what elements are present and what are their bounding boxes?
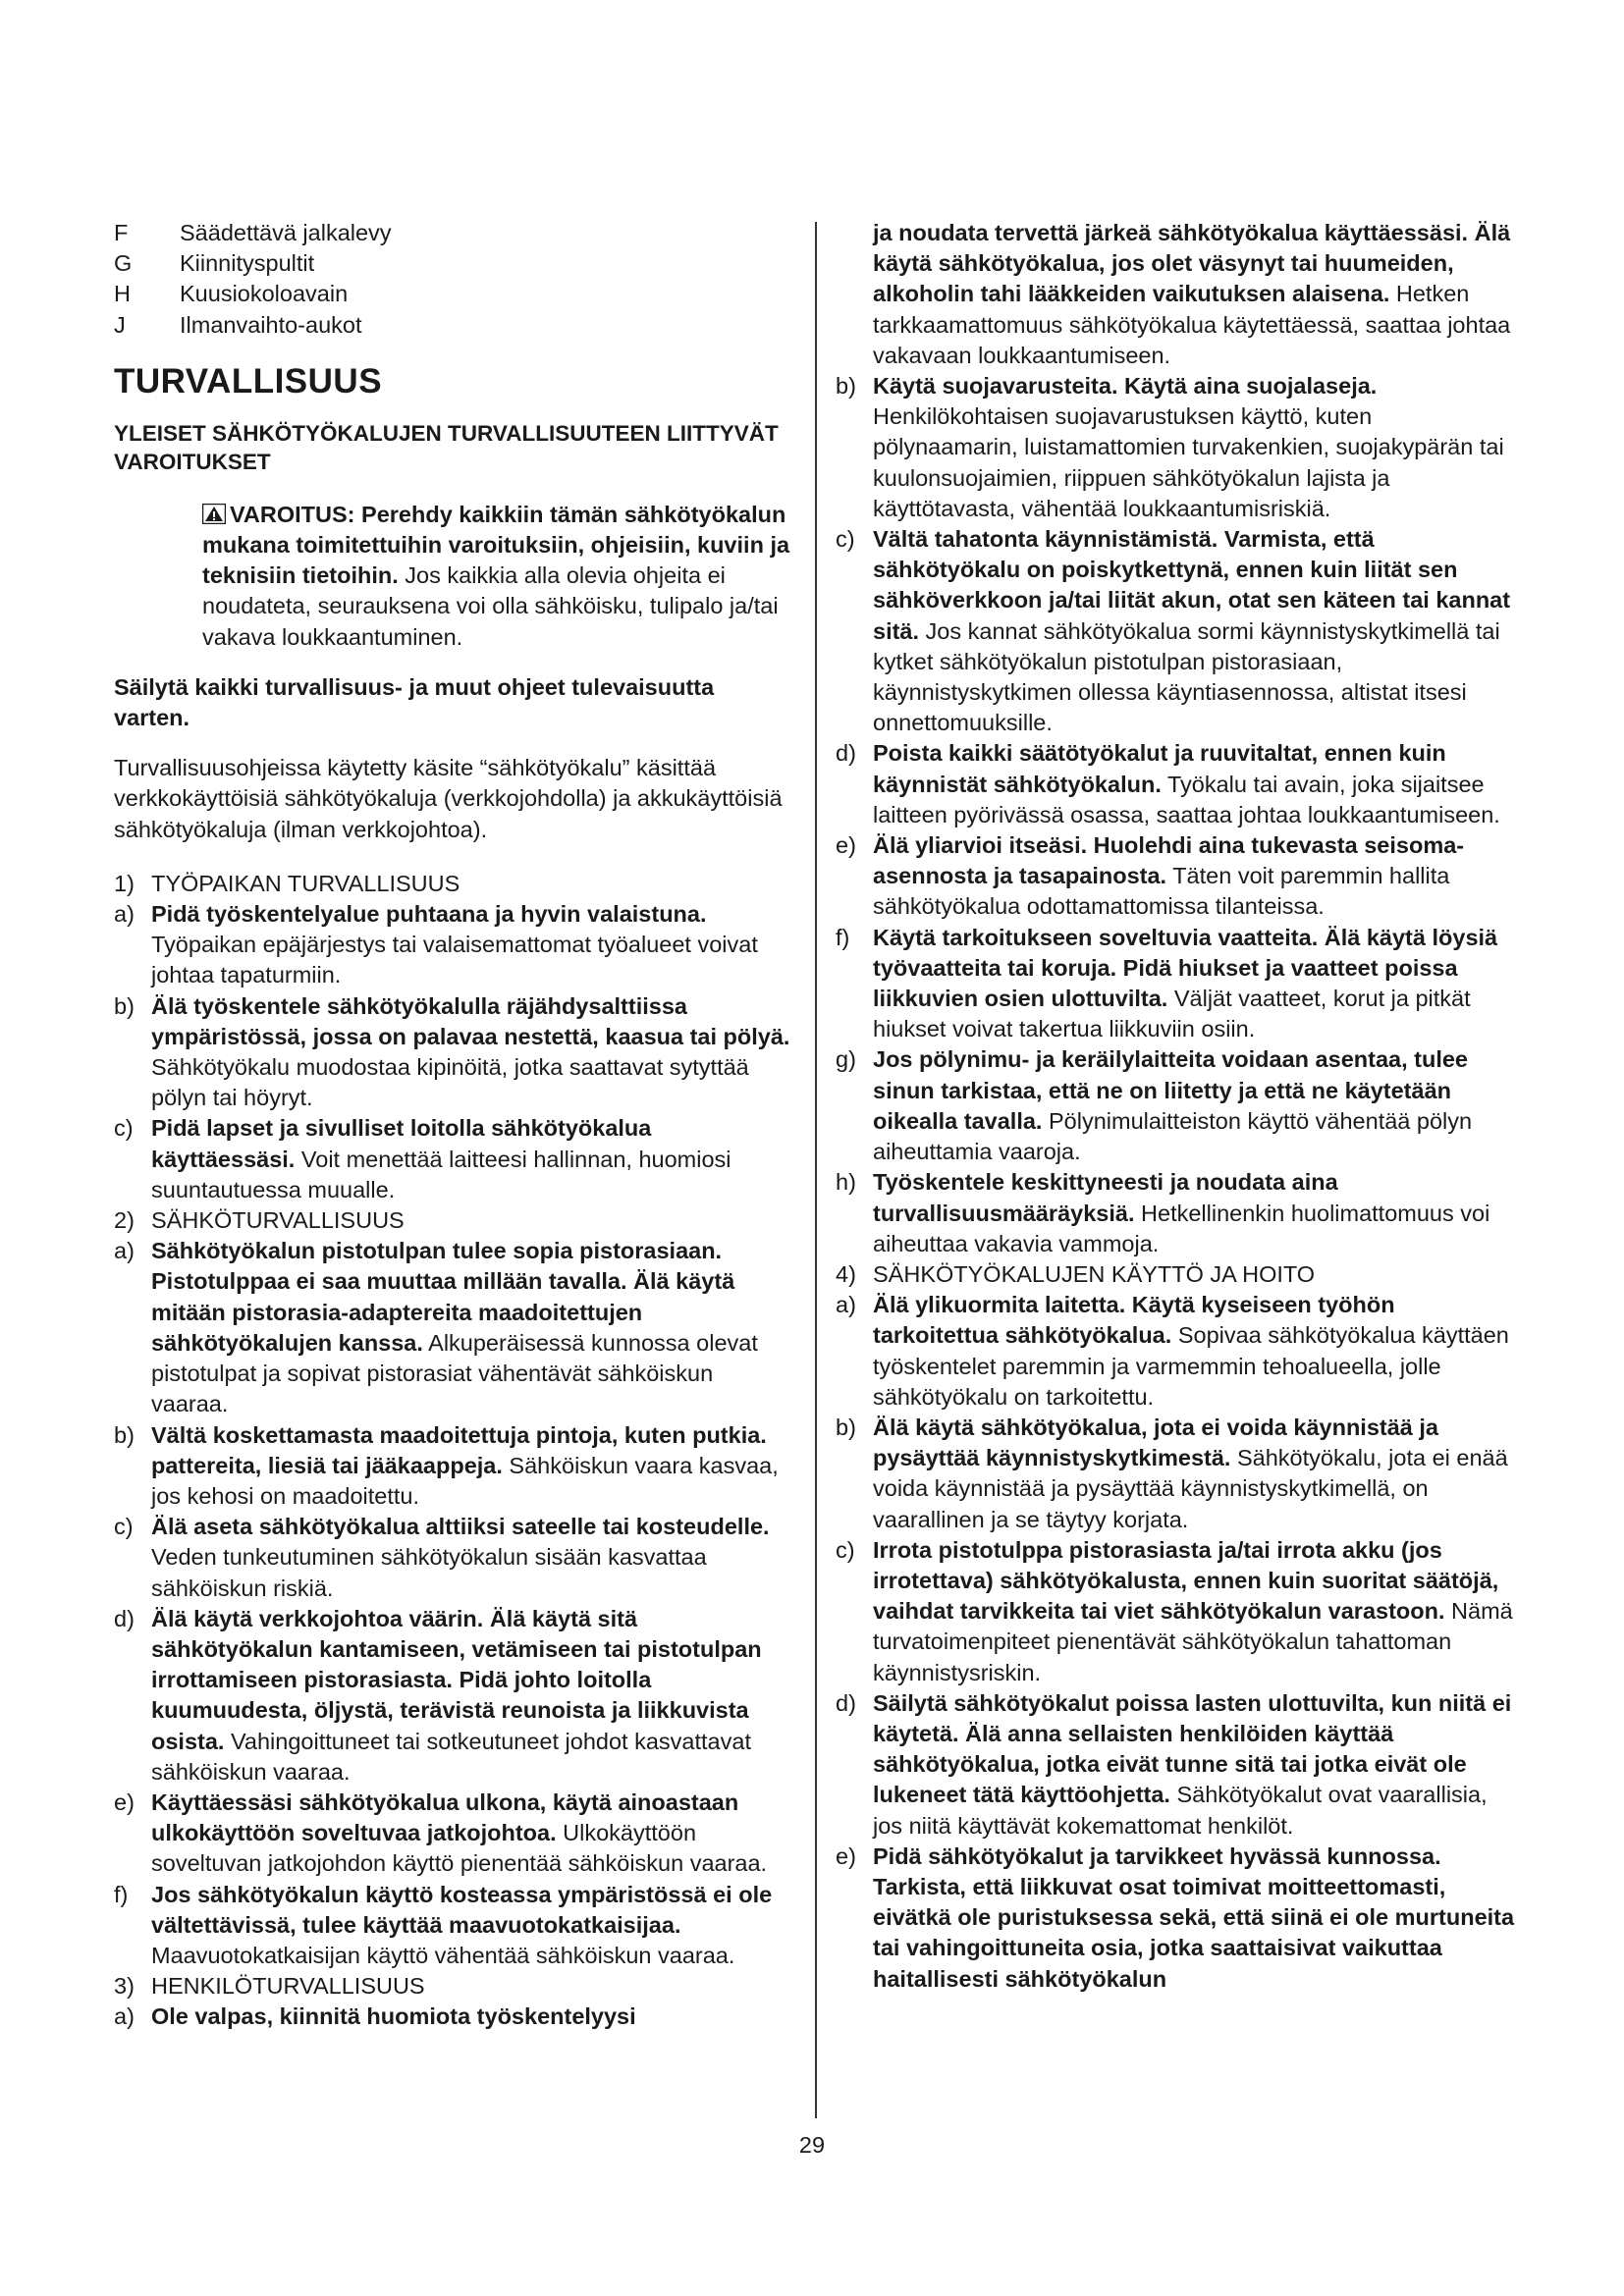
legend-row: [114, 218, 791, 248]
item-bold: Työskentele keskittyneesti ja noudata aina turvallisuusmääräyksiä.: [873, 1169, 1338, 1226]
list-item: [836, 738, 1523, 830]
legend: [114, 218, 791, 341]
item-label: e): [114, 1789, 135, 1815]
section-heading-1: [114, 869, 791, 899]
section-heading-4: [836, 1259, 1523, 1290]
item-label: d): [836, 1689, 856, 1716]
item-label: c): [114, 1115, 134, 1142]
list-item: [114, 1604, 791, 1788]
list-item: [836, 1413, 1523, 1535]
item-bold: Pidä sähkötyökalut ja tarvikkeet hyvässä kunnossa. Tarkista, että liikkuvat osat toimivat moitteettomasti, eivätkä ole puristuksessa sekä, että siinä ei ole murtuneita tai vahingoittuneita osia, jotka saattaisivat vaikuttaa haitallisesti sähkötyökalun: [873, 1842, 1515, 1992]
list-item: [114, 1788, 791, 1880]
item-bold: Älä työskentele sähkötyökalulla räjähdysalttiissa ympäristössä, jossa on palavaa nestettä, kaasua tai pölyä.: [151, 992, 790, 1049]
item-text: Henkilökohtaisen suojavarustuksen käyttö, kuten pölynaamarin, luistamattomien turvakenkien, suojakypärän tai kuulonsuojaimien, riippuen sähkötyökalun lajista ja käyttötavasta, vähentää loukkaantumisriskiä.: [873, 403, 1504, 521]
section-heading-2: [114, 1205, 791, 1236]
item-text: Voit menettää laitteesi hallinnan, huomiosi suuntautuessa muualle.: [151, 1146, 731, 1202]
legend-text: Ilmanvaihto-aukot: [180, 311, 362, 338]
item-label: h): [836, 1169, 856, 1196]
section-title: SÄHKÖTURVALLISUUS: [151, 1207, 405, 1234]
legend-key: J: [114, 311, 126, 338]
section-heading-3: [114, 1971, 791, 2002]
definition-paragraph: Turvallisuusohjeissa käytetty käsite “sähkötyökalu” käsittää verkkokäyttöisiä sähkötyökaluja (verkkojohdolla) ja akkukäyttöisiä sähkötyökaluja (ilman verkkojohtoa).: [114, 755, 783, 842]
legend-row: [114, 279, 791, 309]
item-bold: Älä käytä verkkojohtoa väärin. Älä käytä sitä sähkötyökalun kantamiseen, vetämiseen tai pistotulpan irrottamiseen pistorasiasta. Pidä johto loitolla kuumuudesta, öljystä, terävistä reunoista ja liikkuvista osista.: [151, 1605, 762, 1754]
item-bold: Jos sähkötyökalun käyttö kosteassa ympäristössä ei ole vältettävissä, tulee käyttää maavuotokatkaisijaa.: [151, 1881, 773, 1938]
legend-key: G: [114, 250, 133, 277]
item-text: Ulkokäyttöön soveltuvan jatkojohdon käyttö pienentää sähköiskun vaaraa.: [151, 1820, 768, 1877]
item-bold: ja noudata tervettä järkeä sähkötyökalua käyttäessäsi. Älä käytä sähkötyökalua, jos olet väsynyt tai huumeiden, alkoholin tahi lääkkeiden vaikutuksen alaisena.: [873, 220, 1511, 307]
item-bold: Ole valpas, kiinnitä huomiota työskentelyysi: [151, 2003, 636, 2030]
item-text: Sähkötyökalut ovat vaarallisia, jos niitä käyttävät kokemattomat henkilöt.: [873, 1782, 1488, 1839]
item-label: b): [836, 373, 856, 400]
item-text: Sähkötyökalu muodostaa kipinöitä, jotka saattavat sytyttää pölyn tai höyryt.: [151, 1054, 749, 1111]
item-text: Maavuotokatkaisijan käyttö vähentää sähköiskun vaaraa.: [151, 1942, 735, 1968]
item-label: g): [836, 1046, 856, 1073]
warning-bold-text: VAROITUS: Perehdy kaikkiin tämän sähkötyökalun mukana toimitettuihin varoituksiin, ohjeisiin, kuviin ja teknisiin tietoihin.: [202, 501, 790, 589]
item-label: c): [836, 1536, 855, 1563]
list-item: [114, 1236, 791, 1419]
item-text: Työpaikan epäjärjestys tai valaisemattomat työalueet voivat johtaa tapaturmiin.: [151, 932, 758, 988]
list-item: [836, 1842, 1523, 1995]
item-label: c): [836, 526, 855, 553]
section-title: TYÖPAIKAN TURVALLISUUS: [151, 870, 460, 896]
item-bold: Älä käytä sähkötyökalua, jota ei voida käynnistää ja pysäyttää käynnistyskytkimestä.: [873, 1414, 1439, 1471]
item-text: Vahingoittuneet tai sotkeutuneet johdot kasvattavat sähköiskun vaaraa.: [151, 1728, 751, 1785]
item-bold: Käytä tarkoitukseen soveltuvia vaatteita. Älä käytä löysiä työvaatteita tai koruja. Pidä hiukset ja vaatteet poissa liikkuvien osien ulottuvilta.: [873, 924, 1498, 1012]
item-label: a): [114, 2003, 135, 2030]
list-item: [114, 1880, 791, 1972]
warning-triangle-icon: [202, 504, 226, 524]
list-item: [114, 2002, 791, 2032]
item-text: Sähköiskun vaara kasvaa, jos kehosi on maadoitettu.: [151, 1452, 779, 1509]
item-text: Sähkötyökalu, jota ei enää voida käynnistää ja pysäyttää käynnistyskytkimellä, on vaarallinen ja se täytyy korjata.: [873, 1445, 1508, 1532]
item-bold: Jos pölynimu- ja keräilylaitteita voidaan asentaa, tulee sinun tarkistaa, että ne on liitetty ja että ne käytetään oikealla tavalla.: [873, 1046, 1468, 1134]
warning-text: Jos kaikkia alla olevia ohjeita ei noudateta, seurauksena voi olla sähköisku, tulipalo ja/tai vakava loukkaantuminen.: [202, 562, 779, 650]
legend-text: Kiinnityspultit: [180, 250, 315, 277]
item-label: d): [114, 1605, 135, 1631]
item-label: b): [114, 992, 135, 1019]
item-text: Nämä turvatoimenpiteet pienentävät sähkötyökalun tahattoman käynnistysriskin.: [873, 1598, 1513, 1685]
item-bold: Käytä suojavarusteita. Käytä aina suojalaseja.: [873, 373, 1378, 400]
list-item: [836, 923, 1523, 1045]
item-bold: Vältä koskettamasta maadoitettuja pintoja, kuten putkia. pattereita, liesiä tai jääkaappeja.: [151, 1421, 767, 1478]
page-title: TURVALLISUUS: [114, 361, 383, 400]
item-text: Alkuperäisessä kunnossa olevat pistotulpat ja sopivat pistorasiat vähentävät sähköiskun vaaraa.: [151, 1329, 758, 1417]
list-item: [836, 830, 1523, 923]
legend-row: [114, 248, 791, 279]
item-bold: Säilytä sähkötyökalut poissa lasten ulottuvilta, kun niitä ei käytetä. Älä anna sellaisten henkilöiden käyttää sähkötyökalua, jotka eivät tunne sitä tai jotka eivät ole lukeneet tätä käyttöohjetta.: [873, 1689, 1512, 1808]
item-bold: Käyttäessäsi sähkötyökalua ulkona, käytä ainoastaan ulkokäyttöön soveltuvaa jatkojohtoa.: [151, 1789, 739, 1846]
item-label: f): [114, 1881, 129, 1907]
list-item: [836, 371, 1523, 524]
item-bold: Irrota pistotulppa pistorasiasta ja/tai irrota akku (jos irrotettava) sähkötyökalusta, ennen kuin suoritat säätöjä, vaihdat tarvikkeita tai viet sähkötyökalun varastoon.: [873, 1536, 1499, 1625]
item-text: Hetkellinenkin huolimattomuus voi aiheuttaa vakavia vammoja.: [873, 1200, 1490, 1256]
list-item: [836, 1167, 1523, 1259]
right-column: [836, 218, 1523, 1995]
item-bold: Vältä tahatonta käynnistämistä. Varmista, että sähkötyökalu on poiskytkettynä, ennen kuin liität sen sähköverkkoon ja/tai liität akun, otat sen käteen tai kannat sitä.: [873, 526, 1511, 644]
item-text: Hetken tarkkaamattomuus sähkötyökalua käytettäessä, saattaa johtaa vakavaan loukkaantumiseen.: [873, 281, 1511, 368]
item-label: f): [836, 924, 850, 950]
list-item: [836, 1290, 1523, 1413]
item-text: Sopivaa sähkötyökalua käyttäen työskentelet paremmin ja varmemmin tehoalueella, jolle sähkötyökalu on tarkoitettu.: [873, 1322, 1509, 1410]
section-title: HENKILÖTURVALLISUUS: [151, 1973, 425, 2000]
section-number: 4): [836, 1260, 856, 1287]
list-item: [114, 1113, 791, 1205]
item-text: Työkalu tai avain, joka sijaitsee laitteen pyörivässä osassa, saattaa johtaa loukkaantumiseen.: [873, 771, 1500, 828]
item-bold: Poista kaikki säätötyökalut ja ruuvitaltat, ennen kuin käynnistät sähkötyökalun.: [873, 740, 1446, 797]
list-item: [836, 524, 1523, 738]
item-bold: Sähkötyökalun pistotulpan tulee sopia pistorasiaan. Pistotulppaa ei saa muuttaa millään tavalla. Älä käytä mitään pistorasia-adaptereita maadoitettujen sähkötyökalujen kanssa.: [151, 1238, 735, 1356]
keep-instructions: Säilytä kaikki turvallisuus- ja muut ohjeet tulevaisuutta varten.: [114, 673, 715, 731]
section-number: 2): [114, 1207, 135, 1234]
subtitle: YLEISET SÄHKÖTYÖKALUJEN TURVALLISUUTEEN LIITTYVÄT VAROITUKSET: [114, 420, 779, 474]
item-bold: Älä ylikuormita laitetta. Käytä kyseiseen työhön tarkoitettua sähkötyökalua.: [873, 1292, 1395, 1349]
warning-paragraph: [114, 500, 791, 653]
section-number: 3): [114, 1973, 135, 2000]
item-bold: Pidä työskentelyalue puhtaana ja hyvin valaistuna.: [151, 901, 707, 928]
list-item: [114, 1512, 791, 1604]
legend-row: [114, 310, 791, 341]
section-title: SÄHKÖTYÖKALUJEN KÄYTTÖ JA HOITO: [873, 1260, 1316, 1287]
item-label: d): [836, 740, 856, 767]
list-item: [836, 1535, 1523, 1688]
item-text: Pölynimulaitteiston käyttö vähentää pölyn aiheuttamia vaaroja.: [873, 1107, 1473, 1165]
item-bold: Älä aseta sähkötyökalua alttiiksi sateelle tai kosteudelle.: [151, 1514, 770, 1540]
item-text: Väljät vaatteet, korut ja pitkät hiukset voivat takertua liikkuviin osiin.: [873, 986, 1471, 1042]
column-divider: [815, 222, 817, 2118]
list-item: [114, 1420, 791, 1513]
legend-key: H: [114, 281, 131, 307]
section-number: 1): [114, 870, 135, 896]
list-item: [836, 1688, 1523, 1842]
item-bold: Älä yliarvioi itseäsi. Huolehdi aina tukevasta seisoma-asennosta ja tasapainosta.: [873, 832, 1465, 889]
item-text: Veden tunkeutuminen sähkötyökalun sisään kasvattaa sähköiskun riskiä.: [151, 1544, 707, 1601]
left-column: [114, 218, 791, 2033]
list-item: [114, 991, 791, 1114]
item-label: c): [114, 1514, 134, 1540]
item-label: a): [836, 1292, 856, 1318]
item-label: b): [114, 1421, 135, 1448]
page-number: 29: [798, 2132, 826, 2158]
legend-text: Säädettävä jalkalevy: [180, 220, 392, 245]
list-item: [836, 1044, 1523, 1167]
item-text: Täten voit paremmin hallita sähkötyökalua odottamattomissa tilanteissa.: [873, 863, 1450, 920]
item-text: Jos kannat sähkötyökalua sormi käynnistyskytkimellä tai kytket sähkötyökalun pistotulpan pistorasiaan, käynnistyskytkimen ollessa käyntiasennossa, altistat itsesi onnettomuuksille.: [873, 617, 1500, 736]
item-label: a): [114, 1238, 135, 1264]
list-item-continued: [836, 218, 1523, 371]
item-bold: Pidä lapset ja sivulliset loitolla sähkötyökalua käyttäessäsi.: [151, 1115, 652, 1172]
item-label: e): [836, 1842, 856, 1869]
item-label: e): [836, 832, 856, 859]
list-item: [114, 899, 791, 991]
legend-text: Kuusiokoloavain: [180, 281, 349, 307]
item-label: b): [836, 1414, 856, 1440]
legend-key: F: [114, 220, 129, 245]
item-label: a): [114, 901, 135, 928]
